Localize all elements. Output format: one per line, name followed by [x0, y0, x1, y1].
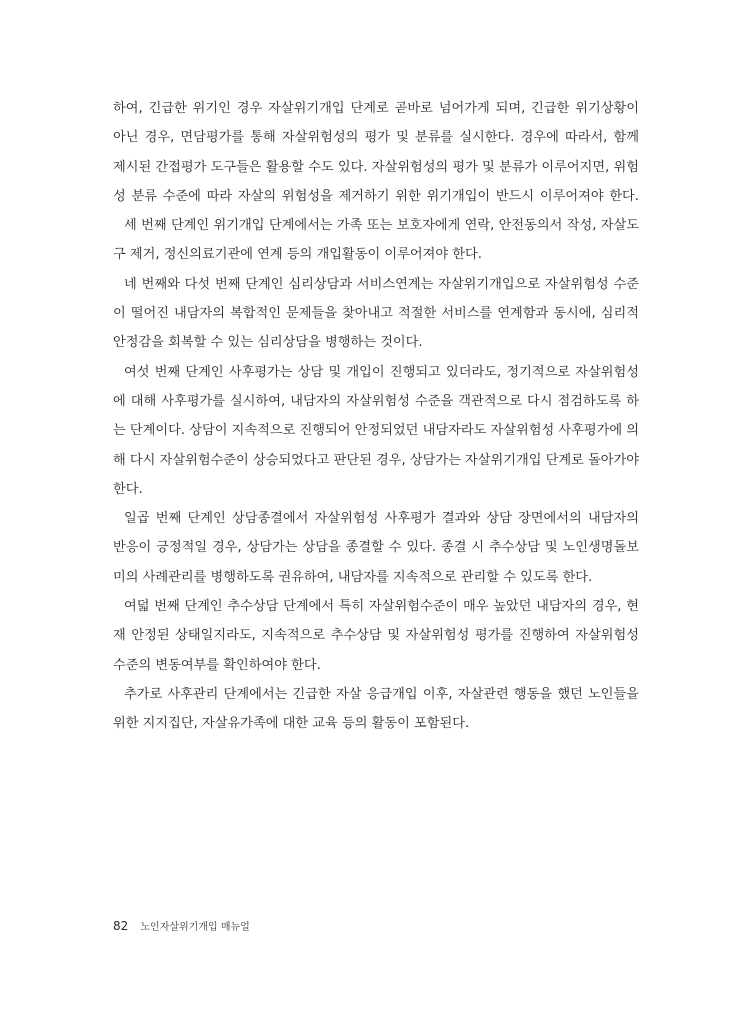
text-line: 추가로 사후관리 단계에서는 긴급한 자살 응급개입 이후, 자살관련 행동을 했던 노인들을	[124, 686, 639, 702]
text-line: 반응이 긍정적일 경우, 상담가는 상담을 종결할 수 있다. 종결 시 추수상담 및 노인생명돌보	[113, 540, 639, 556]
text-line: 미의 사례관리를 병행하도록 권유하여, 내담자를 지속적으로 관리할 수 있도록 한다.	[113, 569, 593, 585]
text-line: 한다.	[113, 481, 143, 497]
text-line: 여섯 번째 단계인 사후평가는 상담 및 개입이 진행되고 있더라도, 정기적으로 자살위험성	[124, 364, 639, 380]
text-line: 네 번째와 다섯 번째 단계인 심리상담과 서비스연계는 자살위기개입으로 자살위험성 수준	[124, 276, 639, 292]
page-footer	[113, 917, 250, 933]
text-line: 수준의 변동여부를 확인하여야 한다.	[113, 657, 321, 673]
running-title: 노인자살위기개입 매뉴얼	[140, 922, 250, 933]
text-line: 하여, 긴급한 위기인 경우 자살위기개입 단계로 곧바로 넘어가게 되며, 긴급한 위기상황이	[113, 101, 639, 116]
text-line: 는 단계이다. 상담이 지속적으로 진행되어 안정되었던 내담자라도 자살위험성 사후평가에 의	[113, 423, 639, 439]
text-line: 성 분류 수준에 따라 자살의 위험성을 제거하기 위한 위기개입이 반드시 이루어져야 한다.	[113, 188, 639, 204]
text-line: 재 안정된 상태일지라도, 지속적으로 추수상담 및 자살위험성 평가를 진행하여 자살위험성	[113, 628, 639, 644]
text-line: 여덟 번째 단계인 추수상담 단계에서 특히 자살위험수준이 매우 높았던 내담자의 경우, 현	[124, 599, 639, 615]
text-line: 일곱 번째 단계인 상담종결에서 자살위험성 사후평가 결과와 상담 장면에서의 내담자의	[124, 511, 639, 527]
text-line: 이 떨어진 내담자의 복합적인 문제들을 찾아내고 적절한 서비스를 연계함과 동시에, 심리적	[113, 306, 639, 322]
text-line: 구 제거, 정신의료기관에 연계 등의 개입활동이 이루어져야 한다.	[113, 247, 482, 263]
text-line: 에 대해 사후평가를 실시하여, 내담자의 자살위험성 수준을 객관적으로 다시 점검하도록 하	[113, 393, 639, 409]
text-line: 세 번째 단계인 위기개입 단계에서는 가족 또는 보호자에게 연락, 안전동의서 작성, 자살도	[124, 218, 639, 234]
text-line: 안정감을 회복할 수 있는 심리상담을 병행하는 것이다.	[113, 335, 423, 351]
text-line: 해 다시 자살위험수준이 상승되었다고 판단된 경우, 상담가는 자살위기개입 단계로 돌아가야	[113, 452, 639, 468]
page-number: 82	[113, 919, 129, 933]
text-line: 제시된 간접평가 도구들은 활용할 수도 있다. 자살위험성의 평가 및 분류가 이루어지면, 위험	[113, 159, 639, 175]
body-text	[113, 94, 639, 739]
text-line: 아닌 경우, 면담평가를 통해 자살위험성의 평가 및 분류를 실시한다. 경우에 따라서, 함께	[113, 130, 639, 146]
text-line: 위한 지지집단, 자살유가족에 대한 교육 등의 활동이 포함된다.	[113, 716, 470, 732]
